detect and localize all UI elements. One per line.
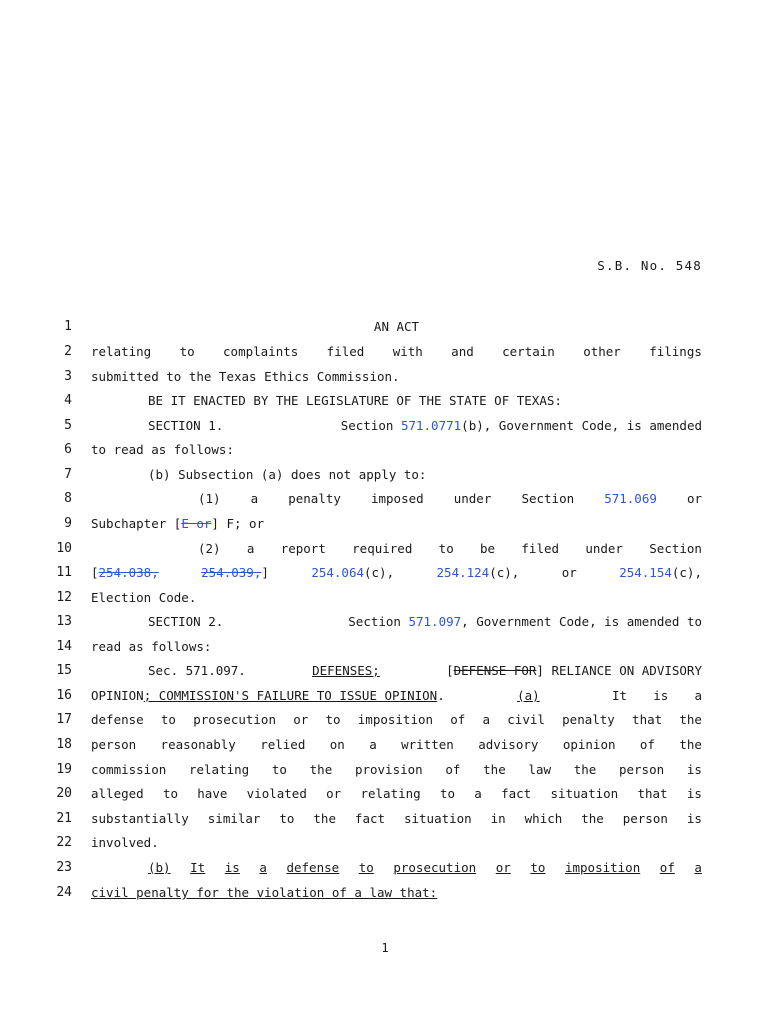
- word: to: [279, 811, 295, 826]
- bill-line: [0, 343, 770, 367]
- paragraph-text: read as follows:: [91, 639, 212, 654]
- word: relating: [360, 786, 421, 801]
- bill-line: [0, 810, 770, 834]
- line-number: 5: [64, 418, 72, 433]
- word: to: [179, 344, 195, 359]
- inserted-text: DEFENSES;: [312, 663, 380, 678]
- word: defense: [91, 712, 144, 727]
- page-number: 1: [381, 941, 389, 955]
- line-text: [91, 564, 702, 582]
- text-run: (c),: [364, 565, 395, 580]
- word: person: [618, 762, 665, 777]
- word: situation: [550, 786, 619, 801]
- word: the: [679, 737, 702, 752]
- bill-line: [0, 417, 770, 441]
- text-run: ] RELIANCE ON ADVISORY: [536, 663, 702, 678]
- line-number: 7: [64, 467, 72, 482]
- line-text: [91, 736, 702, 754]
- line-text: [91, 761, 702, 779]
- word: fact: [501, 786, 532, 801]
- line-text: [91, 662, 702, 680]
- word: situation: [403, 811, 472, 826]
- struck-text: DEFENSE FOR: [453, 663, 537, 678]
- word: in: [490, 811, 506, 826]
- line-number: 1: [64, 319, 72, 334]
- line-number: 22: [56, 835, 72, 850]
- word: a: [694, 860, 702, 875]
- word: alleged: [91, 786, 144, 801]
- word: the: [573, 762, 597, 777]
- text-run: [: [91, 565, 99, 580]
- word: substantially: [91, 811, 189, 826]
- inserted-text: (a): [517, 688, 540, 703]
- word: to: [438, 541, 454, 556]
- bill-line: [0, 318, 770, 342]
- text-run: (c),: [671, 565, 702, 580]
- word: person: [622, 811, 668, 826]
- bill-line: [0, 687, 770, 711]
- word: a: [369, 737, 377, 752]
- bill-line: [0, 711, 770, 735]
- line-number: 6: [64, 442, 72, 457]
- act-title: AN ACT: [373, 319, 420, 334]
- line-number: 8: [64, 491, 72, 506]
- line-text: [91, 834, 702, 852]
- line-number: 12: [56, 590, 72, 605]
- word: filings: [649, 344, 702, 359]
- text-run: OPINION: [91, 688, 144, 703]
- word: which: [524, 811, 563, 826]
- word: imposition: [357, 712, 434, 727]
- word: that: [637, 786, 668, 801]
- word: relied: [260, 737, 306, 752]
- word: required: [352, 541, 413, 556]
- line-text: [91, 490, 702, 508]
- word: reasonably: [160, 737, 236, 752]
- line-text: [91, 417, 702, 435]
- line-number: 15: [56, 663, 72, 678]
- bill-line: [0, 589, 770, 613]
- paragraph-text: to read as follows:: [91, 442, 234, 457]
- line-text: [91, 343, 702, 361]
- word: Section: [649, 541, 702, 556]
- bill-line: [0, 392, 770, 416]
- word: under: [453, 491, 492, 506]
- line-text: [91, 785, 702, 803]
- word: a: [482, 712, 491, 727]
- word: penalty: [562, 712, 615, 727]
- word: or: [561, 565, 577, 580]
- word: penalty: [288, 491, 341, 506]
- line-text: [91, 810, 702, 828]
- line-text: [91, 466, 759, 484]
- word: the: [581, 811, 604, 826]
- bill-line: [0, 662, 770, 686]
- word: other: [583, 344, 621, 359]
- word: of: [659, 860, 675, 875]
- section-ref: Section: [340, 418, 401, 433]
- bill-line: [0, 490, 770, 514]
- line-text: [91, 515, 702, 533]
- word: commission: [91, 762, 167, 777]
- word: is: [686, 811, 702, 826]
- line-text: [91, 711, 702, 729]
- word: of: [450, 712, 466, 727]
- word: Section: [521, 491, 575, 506]
- word: filed: [521, 541, 560, 556]
- word: of: [445, 762, 461, 777]
- bill-line: [0, 564, 770, 588]
- section-text: , Government Code, is amended to: [461, 614, 702, 629]
- word: or: [686, 491, 702, 506]
- word: is: [224, 860, 240, 875]
- word: to: [160, 712, 176, 727]
- word: imposition: [564, 860, 641, 875]
- word: to: [530, 860, 546, 875]
- paragraph-text: (b) Subsection (a) does not apply to:: [148, 467, 427, 482]
- line-number: 3: [64, 369, 72, 384]
- word: defense: [286, 860, 340, 875]
- bill-line: [0, 368, 770, 392]
- line-number: 4: [64, 393, 72, 408]
- word: that: [632, 712, 663, 727]
- word: certain: [502, 344, 555, 359]
- word: to: [439, 786, 456, 801]
- word: the: [313, 811, 336, 826]
- line-text: [91, 638, 702, 656]
- bill-line: [0, 466, 770, 490]
- word: violated: [246, 786, 307, 801]
- statute-link[interactable]: 571.097: [408, 614, 462, 629]
- word: or: [326, 786, 342, 801]
- section-heading: SECTION 1.: [148, 418, 224, 433]
- word: and: [451, 344, 474, 359]
- word: report: [280, 541, 326, 556]
- statute-link[interactable]: 571.069: [604, 491, 657, 506]
- line-number: 10: [56, 541, 72, 556]
- word: opinion: [562, 737, 616, 752]
- line-number: 18: [56, 737, 72, 752]
- text-run: (c),: [489, 565, 520, 580]
- word: of: [639, 737, 655, 752]
- word: or: [293, 712, 309, 727]
- section-text: (b), Government Code, is amended: [461, 418, 702, 433]
- bill-line: [0, 834, 770, 858]
- word: relating: [188, 762, 250, 777]
- word: (2): [198, 541, 221, 556]
- word: law: [528, 762, 551, 777]
- word: filed: [326, 344, 365, 359]
- paragraph-text: involved.: [91, 835, 159, 850]
- word: to: [325, 712, 341, 727]
- struck-text[interactable]: 254.039,: [201, 565, 262, 580]
- word: relating: [91, 344, 152, 359]
- line-number: 2: [64, 344, 72, 359]
- word: a: [474, 786, 482, 801]
- line-text: [91, 368, 702, 386]
- word: or: [495, 860, 511, 875]
- word: civil: [507, 712, 545, 727]
- word: on: [329, 737, 345, 752]
- word: a: [250, 491, 259, 506]
- bill-line: [0, 736, 770, 760]
- line-number: 13: [56, 614, 72, 629]
- bill-line: [0, 441, 770, 465]
- statute-link[interactable]: 254.064: [311, 565, 364, 580]
- word: fact: [354, 811, 386, 826]
- text-run: Subchapter [: [91, 516, 182, 531]
- word: prosecution: [193, 712, 276, 727]
- word: to: [162, 786, 179, 801]
- line-text: [91, 613, 702, 631]
- word: under: [585, 541, 623, 556]
- word: a: [694, 688, 702, 703]
- struck-text[interactable]: E or: [181, 516, 212, 531]
- text-run: ]: [261, 565, 269, 580]
- line-number: 11: [56, 565, 72, 580]
- word: a: [246, 541, 255, 556]
- word: (b): [148, 860, 171, 875]
- bill-line: [0, 859, 770, 883]
- line-number: 16: [56, 688, 72, 703]
- word: It: [190, 860, 206, 875]
- section-heading: SECTION 2.: [148, 614, 224, 629]
- word: imposed: [370, 491, 424, 506]
- word: written: [401, 737, 454, 752]
- section-heading: Sec. 571.097.: [148, 663, 246, 678]
- line-number: 23: [56, 860, 72, 875]
- line-text: [91, 392, 759, 410]
- word: is: [686, 762, 702, 777]
- bill-line: [0, 785, 770, 809]
- word: is: [653, 688, 669, 703]
- bill-line: [0, 540, 770, 564]
- word: the: [309, 762, 333, 777]
- line-text: [91, 441, 702, 459]
- line-text: [91, 884, 702, 902]
- text-run: [: [446, 663, 454, 678]
- bill-number: S.B. No. 548: [597, 258, 702, 273]
- word: the: [483, 762, 506, 777]
- line-text: [91, 540, 702, 558]
- bill-line: [0, 884, 770, 908]
- word: is: [686, 786, 702, 801]
- word: person: [91, 737, 137, 752]
- word: provision: [354, 762, 423, 777]
- line-number: 14: [56, 639, 72, 654]
- line-number: 24: [56, 885, 72, 900]
- word: advisory: [478, 737, 539, 752]
- word: a: [259, 860, 267, 875]
- word: prosecution: [393, 860, 477, 875]
- word: to: [271, 762, 287, 777]
- bill-line: [0, 515, 770, 539]
- statute-link[interactable]: 254.154: [619, 565, 672, 580]
- word: be: [480, 541, 496, 556]
- word: (1): [198, 491, 221, 506]
- text-run: ] F; or: [211, 516, 265, 531]
- word: have: [197, 786, 228, 801]
- word: complaints: [223, 344, 299, 359]
- paragraph-text: Election Code.: [91, 590, 197, 605]
- line-text: [91, 859, 702, 877]
- word: with: [392, 344, 423, 359]
- statute-link[interactable]: 571.0771: [400, 418, 462, 433]
- inserted-text: civil penalty for the violation of a law that:: [91, 885, 438, 900]
- bill-line: [0, 613, 770, 637]
- word: the: [679, 712, 702, 727]
- bill-line: [0, 761, 770, 785]
- paragraph-text: submitted to the Texas Ethics Commission.: [91, 369, 400, 384]
- statute-link[interactable]: 254.124: [436, 565, 490, 580]
- section-ref: Section: [348, 614, 409, 629]
- line-number: 19: [56, 762, 72, 777]
- line-number: 20: [56, 786, 72, 801]
- word: to: [358, 860, 374, 875]
- line-text: [91, 318, 702, 336]
- text-run: .: [437, 688, 445, 703]
- bill-line: [0, 638, 770, 662]
- inserted-text: ; COMMISSION'S FAILURE TO ISSUE OPINION: [143, 688, 438, 703]
- line-number: 9: [64, 516, 72, 531]
- word: It: [611, 688, 628, 703]
- line-text: [91, 687, 702, 705]
- struck-text[interactable]: 254.038,: [98, 565, 159, 580]
- line-number: 17: [56, 712, 72, 727]
- paragraph-text: BE IT ENACTED BY THE LEGISLATURE OF THE STATE OF TEXAS:: [148, 393, 562, 408]
- line-number: 21: [56, 811, 72, 826]
- line-text: [91, 589, 702, 607]
- word: similar: [207, 811, 261, 826]
